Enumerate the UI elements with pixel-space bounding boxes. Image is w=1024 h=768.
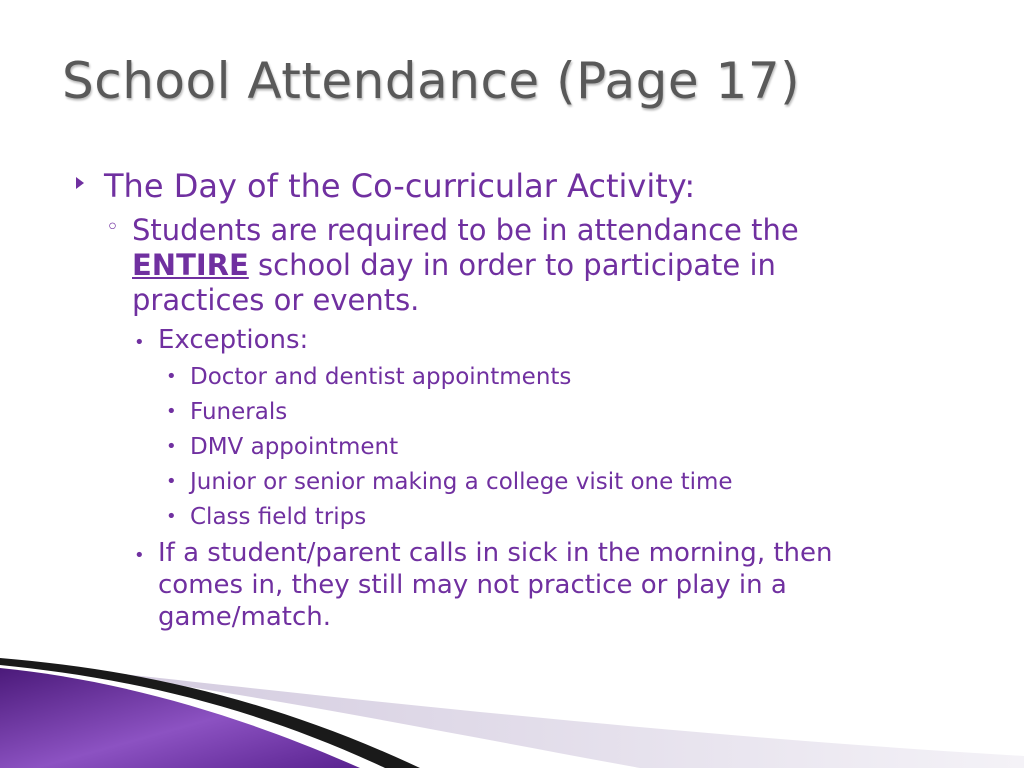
requirement-line-2-rest: school day in order to participate in <box>248 248 776 282</box>
sick-rule-line-1: If a student/parent calls in sick in the morning, then <box>158 538 833 568</box>
corner-swoosh-decoration <box>0 638 1024 768</box>
requirement-line-3: practices or events. <box>132 283 420 317</box>
dot-bullet-icon: • <box>134 332 145 353</box>
circle-bullet-icon: ◦ <box>106 215 119 240</box>
slide-title: School Attendance (Page 17) <box>62 52 801 110</box>
dot-bullet-icon: • <box>166 471 177 492</box>
triangle-bullet-icon <box>76 177 84 189</box>
exception-item: Junior or senior making a college visit one time <box>190 469 733 495</box>
entire-emphasis: ENTIRE <box>132 248 249 282</box>
dot-bullet-icon: • <box>166 366 177 387</box>
exception-item: Funerals <box>190 399 288 425</box>
requirement-line-2 <box>132 248 776 283</box>
dot-bullet-icon: • <box>166 401 177 422</box>
sick-rule-line-3: game/match. <box>158 602 332 632</box>
requirement-line-1: Students are required to be in attendance the <box>132 213 799 247</box>
dot-bullet-icon: • <box>166 506 177 527</box>
section-heading: The Day of the Co-curricular Activity: <box>104 167 696 205</box>
dot-bullet-icon: • <box>134 545 145 566</box>
dot-bullet-icon: • <box>166 436 177 457</box>
exceptions-label: Exceptions: <box>158 325 309 355</box>
exception-item: Class field trips <box>190 504 367 530</box>
sick-rule-line-2: comes in, they still may not practice or play in a <box>158 570 787 600</box>
exception-item: DMV appointment <box>190 434 399 460</box>
exception-item: Doctor and dentist appointments <box>190 364 572 390</box>
